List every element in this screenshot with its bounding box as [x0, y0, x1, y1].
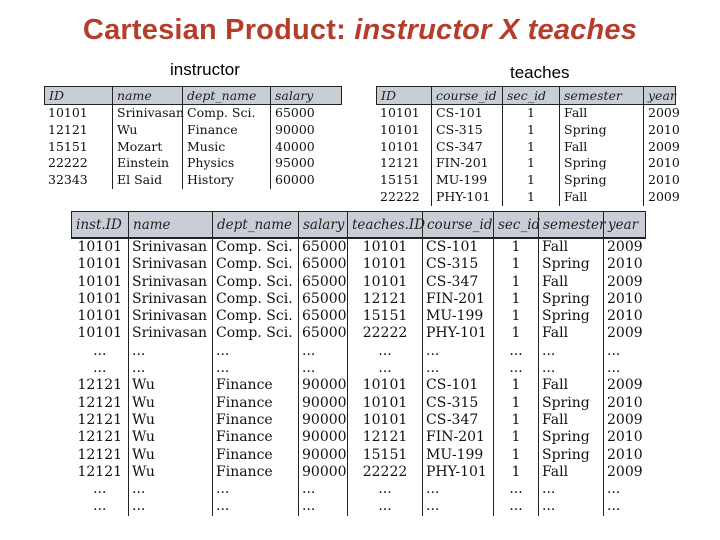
instructor-cell: 65000: [270, 105, 342, 122]
instructor-col-header: ID: [44, 86, 112, 105]
instructor-cell: Einstein: [112, 155, 182, 172]
product-cell: Finance: [213, 395, 299, 412]
product-cell: CS-315: [423, 256, 494, 273]
product-cell: 65000: [299, 325, 348, 342]
product-cell: Finance: [213, 447, 299, 464]
table-row: [72, 412, 646, 429]
product-cell: 90000: [299, 395, 348, 412]
product-cell: 10101: [348, 395, 423, 412]
product-cell: ...: [299, 498, 348, 515]
product-cell: 10101: [348, 256, 423, 273]
teaches-cell: Spring: [559, 122, 643, 139]
teaches-cell: 2009: [643, 189, 676, 206]
product-cell: Fall: [539, 377, 604, 394]
product-cell: 10101: [348, 274, 423, 291]
product-cell: Spring: [539, 447, 604, 464]
product-cell: Spring: [539, 429, 604, 446]
product-cell: ...: [539, 498, 604, 515]
teaches-cell: 1: [502, 172, 559, 189]
teaches-cell: 10101: [380, 121, 420, 137]
product-cell: 12121: [77, 446, 123, 463]
product-cell: Fall: [539, 238, 604, 256]
teaches-col-header: year: [643, 86, 676, 105]
table-row: [72, 377, 646, 394]
product-cell: ...: [604, 343, 646, 360]
product-cell: 90000: [299, 429, 348, 446]
product-cell: CS-101: [423, 377, 494, 394]
teaches-cell: 2009: [643, 139, 676, 156]
product-cell: 65000: [299, 291, 348, 308]
product-cell: ...: [494, 481, 539, 498]
product-cell: 12121: [77, 394, 123, 411]
product-cell: Spring: [539, 291, 604, 308]
product-cell: 1: [494, 429, 539, 446]
product-cell: 2010: [604, 395, 646, 412]
product-cell: ...: [93, 360, 107, 377]
teaches-cell: 22222: [380, 188, 420, 204]
table-row: [72, 343, 646, 360]
table-row: [72, 360, 646, 377]
teaches-cell: Spring: [559, 172, 643, 189]
product-cell: 90000: [299, 412, 348, 429]
product-cell: 22222: [348, 325, 423, 342]
product-cell: ...: [604, 360, 646, 377]
product-cell: ...: [93, 481, 107, 498]
product-cell: 12121: [348, 291, 423, 308]
product-cell: 10101: [348, 238, 423, 256]
product-col-header: dept_name: [213, 212, 299, 239]
product-cell: ...: [539, 360, 604, 377]
product-cell: 1: [494, 325, 539, 342]
product-cell: Wu: [129, 429, 213, 446]
product-cell: 90000: [299, 447, 348, 464]
product-col-header: teaches.ID: [348, 212, 423, 239]
product-cell: 12121: [348, 429, 423, 446]
product-cell: 15151: [348, 308, 423, 325]
product-cell: ...: [348, 498, 423, 515]
product-cell: ...: [494, 343, 539, 360]
instructor-table: [44, 86, 346, 196]
product-cell: CS-315: [423, 395, 494, 412]
product-cell: 1: [494, 238, 539, 256]
product-cell: 65000: [299, 308, 348, 325]
teaches-cell: CS-347: [431, 139, 502, 156]
product-cell: FIN-201: [423, 429, 494, 446]
product-cell: ...: [213, 498, 299, 515]
product-cell: ...: [348, 360, 423, 377]
instructor-cell: Comp. Sci.: [182, 105, 270, 122]
teaches-cell: FIN-201: [431, 155, 502, 172]
product-cell: Srinivasan: [129, 238, 213, 256]
product-cell: 1: [494, 308, 539, 325]
product-cell: 2009: [604, 274, 646, 291]
product-cell: 12121: [77, 463, 123, 480]
instructor-cell: 22222: [48, 155, 88, 171]
product-cell: 10101: [77, 308, 123, 325]
product-cell: ...: [93, 342, 107, 359]
product-cell: 12121: [77, 377, 123, 394]
product-cell: 10101: [77, 239, 123, 255]
product-col-header: inst.ID: [72, 212, 129, 239]
teaches-col-header: semester: [559, 86, 643, 105]
product-cell: 10101: [77, 273, 123, 290]
teaches-cell: 15151: [380, 172, 420, 188]
slide-title: [0, 14, 720, 47]
instructor-cell: 60000: [270, 172, 342, 189]
product-cell: 90000: [299, 464, 348, 481]
product-cell: 1: [494, 447, 539, 464]
teaches-cell: 1: [502, 122, 559, 139]
product-cell: ...: [423, 481, 494, 498]
table-row: [72, 291, 646, 308]
product-cell: Spring: [539, 308, 604, 325]
product-cell: 2010: [604, 429, 646, 446]
product-col-header: sec_id: [494, 212, 539, 239]
product-cell: ...: [129, 360, 213, 377]
teaches-cell: 2009: [643, 105, 676, 122]
product-col-header: semester: [539, 212, 604, 239]
product-cell: ...: [423, 498, 494, 515]
product-cell: 2009: [604, 238, 646, 256]
teaches-cell: CS-315: [431, 122, 502, 139]
instructor-cell: Wu: [112, 122, 182, 139]
product-cell: 65000: [299, 256, 348, 273]
product-cell: 2009: [604, 412, 646, 429]
teaches-cell: MU-199: [431, 172, 502, 189]
teaches-cell: 2010: [643, 172, 676, 189]
product-cell: ...: [299, 481, 348, 498]
instructor-cell: 40000: [270, 139, 342, 156]
instructor-cell: 95000: [270, 155, 342, 172]
product-cell: 12121: [77, 429, 123, 446]
product-cell: Finance: [213, 464, 299, 481]
teaches-col-header: ID: [376, 86, 431, 105]
table-row: [72, 325, 646, 342]
product-cell: 90000: [299, 377, 348, 394]
product-cell: MU-199: [423, 447, 494, 464]
product-cell: ...: [539, 481, 604, 498]
product-cell: Srinivasan: [129, 308, 213, 325]
product-cell: ...: [604, 498, 646, 515]
table-row: [72, 238, 646, 256]
product-cell: Finance: [213, 377, 299, 394]
teaches-cell: Fall: [559, 105, 643, 122]
product-cell: 12121: [77, 411, 123, 428]
teaches-cell: Fall: [559, 189, 643, 206]
product-cell: Wu: [129, 377, 213, 394]
product-cell: 1: [494, 464, 539, 481]
teaches-cell: 2010: [643, 155, 676, 172]
teaches-cell: Fall: [559, 139, 643, 156]
teaches-cell: 1: [502, 139, 559, 156]
teaches-cell: 2010: [643, 122, 676, 139]
teaches-table: [376, 86, 680, 205]
title-italic: instructor X teaches: [354, 14, 638, 46]
product-cell: ...: [213, 360, 299, 377]
product-cell: Spring: [539, 395, 604, 412]
instructor-cell: History: [182, 172, 270, 189]
product-cell: 10101: [77, 290, 123, 307]
product-cell: Srinivasan: [129, 291, 213, 308]
product-cell: ...: [129, 481, 213, 498]
product-cell: ...: [129, 343, 213, 360]
table-row: [72, 481, 646, 498]
product-cell: Finance: [213, 412, 299, 429]
product-cell: Wu: [129, 412, 213, 429]
product-col-header: name: [129, 212, 213, 239]
instructor-cell: El Said: [112, 172, 182, 189]
product-cell: 10101: [77, 256, 123, 273]
product-cell: 2009: [604, 377, 646, 394]
instructor-cell: Physics: [182, 155, 270, 172]
product-cell: Wu: [129, 395, 213, 412]
table-row: [72, 308, 646, 325]
product-cell: 1: [494, 274, 539, 291]
product-cell: Spring: [539, 256, 604, 273]
instructor-caption: instructor: [170, 60, 240, 79]
product-cell: 65000: [299, 238, 348, 256]
teaches-cell: PHY-101: [431, 189, 502, 206]
table-row: [72, 429, 646, 446]
product-cell: Fall: [539, 464, 604, 481]
product-cell: Comp. Sci.: [213, 291, 299, 308]
product-cell: ...: [423, 360, 494, 377]
teaches-caption: teaches: [510, 63, 570, 82]
table-row: [72, 395, 646, 412]
instructor-col-header: salary: [270, 86, 342, 105]
product-cell: ...: [213, 481, 299, 498]
instructor-col-header: name: [112, 86, 182, 105]
product-cell: CS-101: [423, 238, 494, 256]
product-cell: 1: [494, 291, 539, 308]
product-cell: 22222: [348, 464, 423, 481]
product-cell: ...: [494, 498, 539, 515]
product-cell: CS-347: [423, 412, 494, 429]
teaches-cell: Spring: [559, 155, 643, 172]
product-cell: ...: [129, 498, 213, 515]
product-cell: 10101: [348, 377, 423, 394]
product-col-header: course_id: [423, 212, 494, 239]
product-cell: 10101: [348, 412, 423, 429]
product-cell: 2009: [604, 464, 646, 481]
product-cell: Comp. Sci.: [213, 274, 299, 291]
product-cell: ...: [348, 343, 423, 360]
product-cell: 2010: [604, 447, 646, 464]
product-cell: Fall: [539, 274, 604, 291]
title-plain: Cartesian Product:: [82, 14, 355, 46]
cartesian-product-table: [71, 211, 645, 520]
product-cell: 2010: [604, 291, 646, 308]
table-row: [72, 274, 646, 291]
product-cell: Wu: [129, 447, 213, 464]
product-cell: Srinivasan: [129, 274, 213, 291]
product-cell: 1: [494, 412, 539, 429]
instructor-cell: 32343: [48, 172, 88, 188]
teaches-cell: 10101: [380, 105, 420, 120]
product-cell: ...: [539, 343, 604, 360]
instructor-cell: Finance: [182, 122, 270, 139]
product-cell: ...: [604, 481, 646, 498]
product-cell: Fall: [539, 412, 604, 429]
product-cell: Comp. Sci.: [213, 325, 299, 342]
product-cell: ...: [299, 360, 348, 377]
product-cell: Fall: [539, 325, 604, 342]
teaches-col-header: course_id: [431, 86, 502, 105]
instructor-cell: Music: [182, 139, 270, 156]
instructor-cell: 12121: [48, 121, 88, 137]
teaches-col-header: sec_id: [502, 86, 559, 105]
product-cell: 1: [494, 377, 539, 394]
product-cell: Srinivasan: [129, 325, 213, 342]
product-cell: ...: [494, 360, 539, 377]
product-cell: Srinivasan: [129, 256, 213, 273]
product-cell: 2009: [604, 325, 646, 342]
product-cell: Comp. Sci.: [213, 238, 299, 256]
product-cell: 65000: [299, 274, 348, 291]
table-row: [72, 498, 646, 515]
teaches-cell: CS-101: [431, 105, 502, 122]
product-cell: ...: [348, 481, 423, 498]
instructor-cell: 90000: [270, 122, 342, 139]
instructor-cell: 15151: [48, 138, 88, 154]
product-cell: 15151: [348, 447, 423, 464]
product-cell: 2010: [604, 308, 646, 325]
teaches-cell: 1: [502, 105, 559, 122]
teaches-cell: 12121: [380, 155, 420, 171]
product-cell: 10101: [77, 325, 123, 342]
product-cell: Comp. Sci.: [213, 308, 299, 325]
product-cell: CS-347: [423, 274, 494, 291]
product-cell: ...: [213, 343, 299, 360]
product-cell: PHY-101: [423, 325, 494, 342]
table-row: [72, 447, 646, 464]
product-cell: MU-199: [423, 308, 494, 325]
product-cell: Finance: [213, 429, 299, 446]
product-cell: ...: [299, 343, 348, 360]
product-cell: Comp. Sci.: [213, 256, 299, 273]
product-col-header: year: [604, 212, 646, 239]
instructor-cell: 10101: [48, 105, 88, 120]
product-cell: 2010: [604, 256, 646, 273]
teaches-cell: 1: [502, 189, 559, 206]
product-cell: 1: [494, 395, 539, 412]
instructor-col-header: dept_name: [182, 86, 270, 105]
instructor-cell: Mozart: [112, 139, 182, 156]
teaches-cell: 1: [502, 155, 559, 172]
product-cell: ...: [93, 498, 107, 515]
product-cell: 1: [494, 256, 539, 273]
table-row: [72, 464, 646, 481]
product-col-header: salary: [299, 212, 348, 239]
product-cell: Wu: [129, 464, 213, 481]
teaches-cell: 10101: [380, 138, 420, 154]
product-cell: FIN-201: [423, 291, 494, 308]
product-cell: ...: [423, 343, 494, 360]
product-cell: PHY-101: [423, 464, 494, 481]
instructor-cell: Srinivasan: [112, 105, 182, 122]
table-row: [72, 256, 646, 273]
